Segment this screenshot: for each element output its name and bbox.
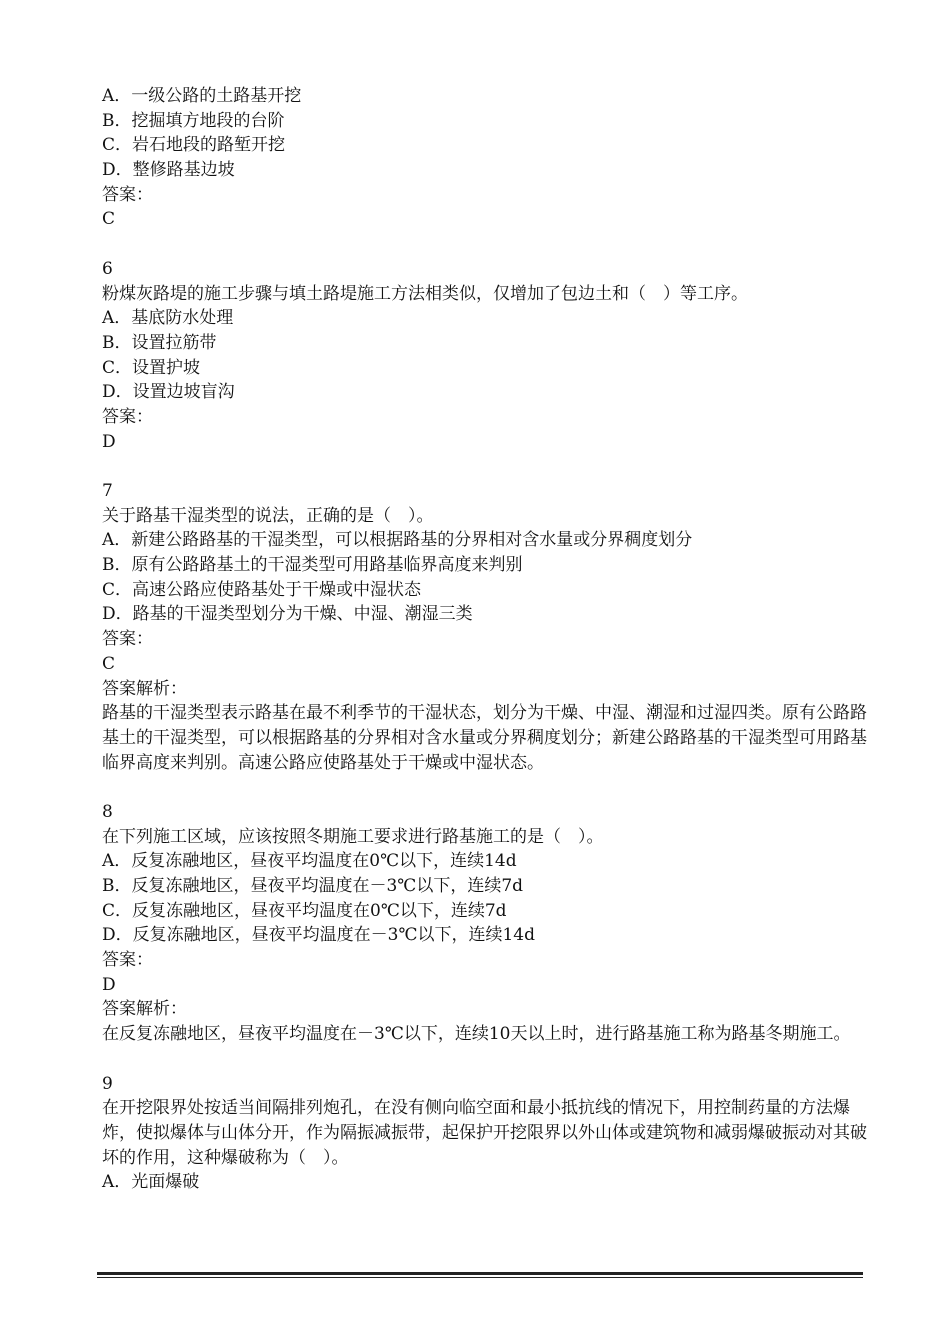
option-b: B．挖掘填方地段的台阶 (102, 110, 285, 131)
question-number: 9 (102, 1073, 113, 1094)
option-a: A．一级公路的土路基开挖 (102, 86, 302, 106)
option-a: A．基底防水处理 (102, 308, 234, 329)
option-b: B．反复冻融地区，昼夜平均温度在－3℃以下，连续7d (102, 876, 524, 897)
spacer (102, 232, 872, 257)
question-stem: 粉煤灰路堤的施工步骤与填土路堤施工方法相类似，仅增加了包边土和（ ）等工序。 (102, 283, 748, 304)
question-number: 6 (102, 258, 113, 279)
question-number: 7 (102, 481, 113, 501)
question-5-tail (102, 84, 872, 232)
explanation-text: 在反复冻融地区，昼夜平均温度在－3℃以下，连续10天以上时，进行路基施工称为路基冬期施工。 (102, 1024, 851, 1045)
explanation-label: 答案解析： (102, 999, 187, 1020)
spacer (102, 454, 872, 479)
answer-label: 答案： (102, 184, 153, 205)
question-6 (102, 257, 872, 455)
option-d: D．路基的干湿类型划分为干燥、中湿、潮湿三类 (102, 604, 473, 625)
option-c: C．高速公路应使路基处于干燥或中湿状态 (102, 579, 422, 600)
option-c: C．岩石地段的路堑开挖 (102, 135, 286, 156)
explanation-text: 路基的干湿类型表示路基在最不利季节的干湿状态，划分为干燥、中湿、潮湿和过湿四类。原有公路路基土的干湿类型，可以根据路基的分界相对含水量或分界稠度划分；新建公路路基的干湿类型可用路基临界高度来判别。高速公路应使路基处于干燥或中湿状态。 (102, 703, 867, 773)
footer-rule (97, 1272, 863, 1278)
answer-value: C (102, 653, 116, 674)
question-number: 8 (102, 801, 113, 822)
document-page (102, 84, 872, 1195)
question-stem: 在下列施工区域，应该按照冬期施工要求进行路基施工的是（ ）。 (102, 826, 604, 847)
option-c: C．设置护坡 (102, 357, 201, 378)
answer-label: 答案： (102, 629, 153, 650)
option-a: A．反复冻融地区，昼夜平均温度在0℃以下，连续14d (102, 851, 517, 872)
spacer (102, 1047, 872, 1072)
option-d: D．设置边坡盲沟 (102, 382, 235, 403)
option-b: B．原有公路路基土的干湿类型可用路基临界高度来判别 (102, 555, 523, 576)
option-b: B．设置拉筋带 (102, 332, 217, 353)
answer-label: 答案： (102, 950, 153, 971)
spacer (102, 775, 872, 800)
question-stem: 关于路基干湿类型的说法，正确的是（ ）。 (102, 505, 434, 526)
option-a: A．光面爆破 (102, 1172, 200, 1193)
answer-value: D (102, 974, 116, 995)
answer-value: D (102, 431, 116, 452)
answer-label: 答案： (102, 406, 153, 427)
explanation-label: 答案解析： (102, 678, 187, 699)
question-9 (102, 1072, 872, 1195)
option-d: D．整修路基边坡 (102, 160, 235, 181)
option-c: C．反复冻融地区，昼夜平均温度在0℃以下，连续7d (102, 900, 507, 921)
question-8 (102, 800, 872, 1047)
question-stem: 在开挖限界处按适当间隔排列炮孔，在没有侧向临空面和最小抵抗线的情况下，用控制药量的方法爆炸，使拟爆体与山体分开，作为隔振减振带，起保护开挖限界以外山体或建筑物和减弱爆破振动对其破坏的作用，这种爆破称为（ ）。 (102, 1098, 867, 1168)
question-7 (102, 479, 872, 775)
option-d: D．反复冻融地区，昼夜平均温度在－3℃以下，连续14d (102, 925, 535, 946)
answer-value: C (102, 209, 116, 230)
option-a: A．新建公路路基的干湿类型，可以根据路基的分界相对含水量或分界稠度划分 (102, 530, 693, 551)
